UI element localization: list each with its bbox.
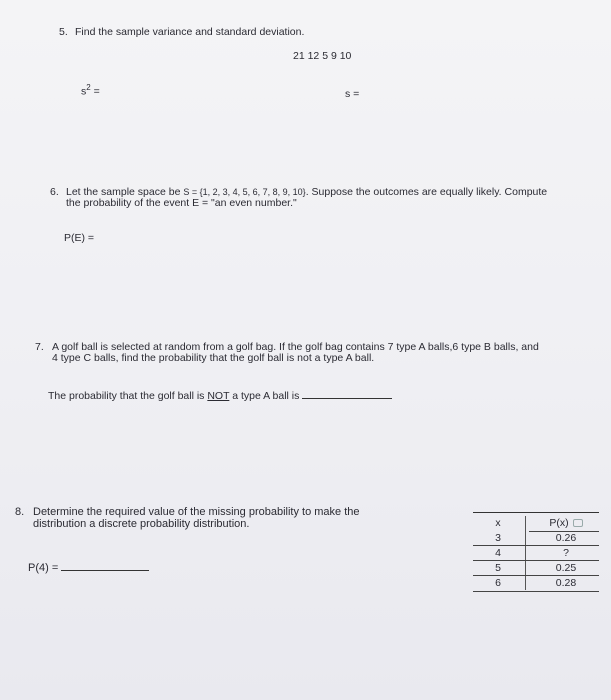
q7-answer-blank[interactable] (302, 388, 392, 399)
q7-not-emphasis: NOT (207, 390, 230, 402)
col-p-label: P(x) (549, 517, 569, 529)
q7-line1: A golf ball is selected at random from a golf bag. If the golf bag contains 7 type A balls,6 type B balls, and (52, 341, 539, 353)
p-value: 0.25 (555, 562, 577, 574)
q7-number: 7. (35, 341, 44, 353)
x-value: 5 (495, 562, 501, 574)
table-row (473, 577, 599, 589)
q5-prompt: Find the sample variance and standard deviation. (75, 26, 305, 38)
table-bottom-rule (473, 591, 599, 592)
q8-line2: distribution a discrete probability distribution. (33, 518, 250, 530)
q6-number: 6. (50, 186, 59, 198)
q6-line2: the probability of the event E = "an even number." (66, 197, 297, 209)
q6-line1-tail: . Suppose the outcomes are equally likely. Compute (305, 186, 548, 198)
table-header-row (473, 517, 599, 529)
q6-answer-label: P(E) = (64, 232, 95, 244)
q7-line2: 4 type C balls, find the probability that the golf ball is not a type A ball. (52, 352, 375, 364)
row-rule (473, 560, 599, 561)
sample-space: S = {1, 2, 3, 4, 5, 6, 7, 8, 9, 10} (183, 187, 306, 197)
col-p-header (533, 517, 599, 529)
variance-equals: = (90, 85, 100, 98)
p-value: 0.28 (555, 577, 577, 589)
p-value: 0.26 (555, 532, 577, 544)
x-value: 4 (495, 547, 501, 559)
p-value-missing: ? (563, 547, 569, 559)
q8-answer-label: P(4) = (28, 562, 59, 574)
table-row (473, 547, 599, 559)
x-value: 3 (495, 532, 501, 544)
col-x-header: x (495, 517, 501, 529)
table-row (473, 532, 599, 544)
q8-line1: Determine the required value of the missing probability to make the (33, 506, 360, 518)
q7-answer-tail: a type A ball is (229, 390, 300, 402)
q5-variance-label (81, 81, 100, 99)
q7-answer-text: The probability that the golf ball is (48, 390, 208, 402)
row-rule (473, 575, 599, 576)
q5-number: 5. (59, 26, 68, 38)
q5-sd-label: s = (345, 88, 360, 100)
q8-answer-blank[interactable] (61, 560, 149, 571)
q7-answer (48, 388, 392, 403)
table-top-rule (473, 512, 599, 513)
variance-exponent: 2 (86, 83, 91, 92)
sort-icon (573, 519, 583, 527)
q8-number: 8. (15, 506, 25, 518)
q8-answer (28, 560, 149, 575)
table-row (473, 562, 599, 574)
q5-data: 21 12 5 9 10 (293, 50, 352, 62)
x-value: 6 (495, 577, 501, 589)
q6-line1-text: Let the sample space be (66, 186, 181, 198)
row-rule (473, 545, 599, 546)
variance-symbol: s (81, 85, 87, 98)
